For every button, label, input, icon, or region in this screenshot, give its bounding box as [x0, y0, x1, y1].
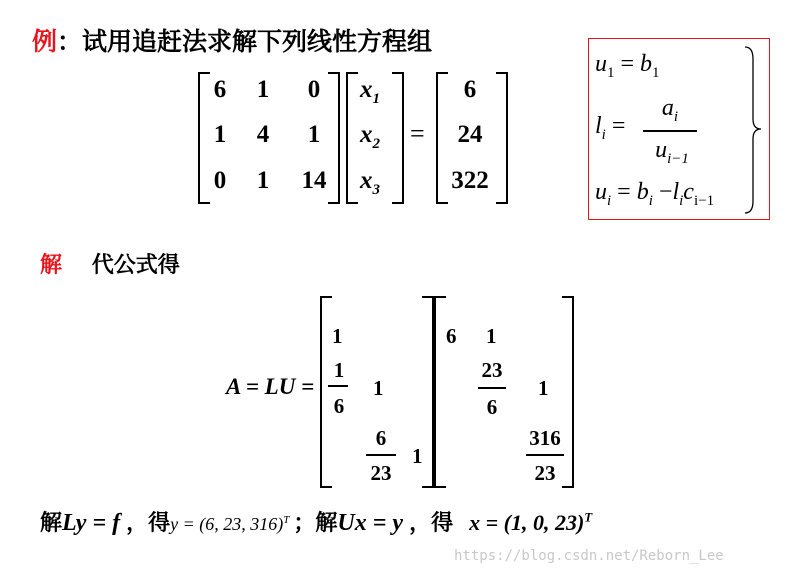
formula-u1: $u_1 = b_1$: [595, 51, 660, 81]
vector-x-entry: $x_2$: [360, 121, 380, 152]
matrix-l-frac-den: 6: [333, 394, 345, 418]
title-colon: ：: [57, 27, 83, 56]
equation-ux-y: Ux = y: [337, 510, 404, 536]
matrix-l-fraction-bar: [328, 385, 348, 387]
matrix-a-cell: 1: [256, 167, 270, 194]
matrix-a-cell: 0: [307, 76, 321, 103]
decomp-lhs: A = LU =: [226, 374, 315, 399]
vector-b-left-bracket: [436, 72, 448, 204]
vector-b-entry: 6: [463, 76, 477, 103]
matrix-a-cell: 1: [307, 121, 321, 148]
final-results: [40, 506, 592, 537]
matrix-a-cell: 1: [256, 76, 270, 103]
formula-li-numerator: $a_i$: [661, 95, 679, 125]
matrix-a-cell: 4: [256, 121, 270, 148]
matrix-a-cell: 6: [213, 76, 227, 103]
matrix-a-cell: 14: [301, 167, 327, 194]
title-text: 试用追赶法求解下列线性方程组: [82, 27, 433, 56]
matrix-l-frac-num: 6: [375, 426, 387, 450]
solution-text: 代公式得: [91, 253, 180, 278]
matrix-l-frac-num: 1: [333, 358, 345, 382]
matrix-l-frac-den: 23: [370, 461, 392, 485]
solve-label-1: 解: [40, 511, 63, 536]
result-x: x = (1, 0, 23)$^T$: [469, 509, 593, 535]
formula-li-denominator: $u_{i-1}$: [655, 137, 689, 167]
result-label-1: ，得: [126, 511, 171, 536]
formula-box: [588, 38, 770, 220]
matrix-l-right-bracket: [422, 296, 434, 488]
matrix-u-cell: 1: [538, 376, 549, 400]
solve-label-2: ；解: [293, 511, 338, 536]
vector-x-right-bracket: [392, 72, 404, 204]
matrix-a-cell: 0: [213, 167, 227, 194]
matrix-u-cell: 1: [486, 324, 497, 348]
problem-title: [32, 22, 432, 58]
result-label-2: ，得: [409, 511, 454, 536]
matrix-l-left-bracket: [320, 296, 332, 488]
solution-label: 解: [40, 253, 63, 278]
matrix-u-cell: 6: [446, 324, 457, 348]
matrix-l-cell: 1: [373, 376, 384, 400]
vector-b-right-bracket: [496, 72, 508, 204]
vector-x-left-bracket: [346, 72, 358, 204]
result-y: y = (6, 23, 316)$^T$: [170, 514, 290, 534]
formula-ui: $u_i = b_i -l_ic_{i-1}$: [595, 179, 715, 209]
matrix-a-cell: 1: [213, 121, 227, 148]
formula-li-lhs: $l_i$ =: [595, 113, 626, 143]
matrix-l-cell: 1: [412, 444, 423, 468]
matrix-u-left-bracket: [434, 296, 446, 488]
matrix-u-frac-den: 23: [534, 461, 556, 485]
matrix-u-frac-num: 23: [481, 358, 503, 382]
matrix-u-frac-num: 316: [529, 426, 561, 450]
example-label: 例: [32, 27, 58, 56]
equals-sign: =: [410, 119, 425, 148]
equation-ly-f: Ly = f: [62, 510, 121, 536]
matrix-u-fraction-bar: [478, 387, 506, 389]
vector-x-entry: $x_1$: [360, 76, 380, 107]
vector-b-entry: 322: [451, 167, 489, 194]
matrix-u-right-bracket: [562, 296, 574, 488]
vector-x-entry: $x_3$: [360, 167, 380, 198]
matrix-l-cell: 1: [332, 324, 343, 348]
watermark: https://blog.csdn.net/Reborn_Lee: [454, 548, 724, 564]
matrix-l-fraction-bar: [366, 454, 396, 456]
solution-heading: [40, 248, 180, 279]
vector-b-entry: 24: [457, 121, 483, 148]
right-brace: [741, 45, 765, 215]
matrix-u-frac-den: 6: [486, 395, 498, 419]
matrix-u-fraction-bar: [526, 454, 564, 456]
formula-li-fraction-bar: [643, 130, 697, 132]
